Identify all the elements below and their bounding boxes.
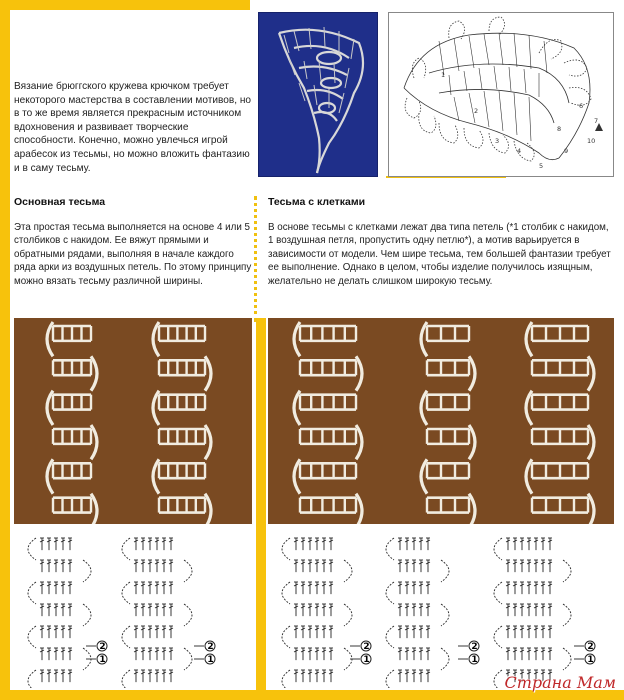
basic-braid-description: Эта простая тесьма выполняется на основе 4 или 5 столбиков с накидом. Ее вяжут прямыми и обратными рядами, выполняя в начале каждого ряда арки из воздушных петель. По этому принципу можно вязать тесьму различной ширины.: [14, 222, 252, 287]
legend-row-2: 2: [587, 642, 594, 652]
site-watermark: Страна Мам: [504, 673, 616, 692]
braid-strip: [421, 322, 475, 524]
yellow-strip-left: [0, 10, 10, 690]
legend-row-1: 1: [99, 655, 106, 665]
diagram-number: 2: [474, 107, 479, 115]
braid-strip: [153, 322, 211, 524]
diagram-number: 10: [587, 137, 596, 145]
section-heading-checked: Тесьма с клетками: [268, 196, 366, 208]
diagram-number: 4: [517, 147, 522, 155]
lace-motif-photo: [258, 12, 378, 177]
row-legend: [350, 641, 371, 665]
legend-row-2: 2: [363, 642, 370, 652]
diagram-number: 3: [495, 137, 500, 145]
braid-strip: [526, 322, 594, 524]
stitch-diagram: [494, 538, 571, 688]
section-heading-basic: Основная тесьма: [14, 196, 106, 208]
braid-strip: [294, 322, 362, 524]
stitch-diagram: [386, 538, 449, 688]
legend-row-1: 1: [363, 655, 370, 665]
yellow-strip-middle: [256, 318, 266, 690]
row-legend: [458, 641, 479, 665]
intro-paragraph: Вязание брюггского кружева крючком требует некоторого мастерства в составлении мотивов, но в то же время является прекрасным источником вдохновения и развивает творческие способности. Конечно, можно увлечься игрой арабесок из тесьмы, но можно вложить фантазию и в саму тесьму.: [14, 81, 252, 174]
diagram-number: 1: [441, 71, 446, 79]
checked-braid-photo: [268, 318, 614, 524]
legend-row-2: 2: [207, 642, 214, 652]
checked-braid-description: В основе тесьмы с клетками лежат два типа петель (*1 столбик с накидом, 1 воздушная петля, пропустить одну петлю*), а мотив варьируется в зависимости от модели. Чем шире тесьма, тем большей фантазии требует ее выполнение. Однако в целом, чтобы изделие получилось изящным, желательно не делать слишком широкую тесьму.: [268, 222, 611, 287]
yellow-strip-top: [0, 0, 250, 10]
diagram-number: 5: [539, 162, 544, 170]
basic-braid-diagram: [14, 528, 252, 688]
stitch-diagram: [282, 538, 352, 688]
diagram-number: 7: [594, 117, 599, 125]
lace-motif-diagram: [388, 12, 614, 177]
diagram-number: 6: [579, 102, 584, 110]
stitch-diagram: [28, 538, 91, 688]
legend-row-2: 2: [471, 642, 478, 652]
row-legend: [194, 641, 215, 665]
legend-row-1: 1: [207, 655, 214, 665]
row-legend: [574, 641, 595, 665]
dotted-divider: [254, 196, 258, 322]
braid-strip: [47, 322, 97, 524]
legend-row-1: 1: [471, 655, 478, 665]
diagram-number: 9: [564, 147, 569, 155]
basic-braid-photo: [14, 318, 252, 524]
stitch-diagram: [122, 538, 192, 688]
legend-row-2: 2: [99, 642, 106, 652]
diagram-number: 8: [557, 125, 562, 133]
checked-braid-diagram: [268, 528, 614, 688]
legend-row-1: 1: [587, 655, 594, 665]
